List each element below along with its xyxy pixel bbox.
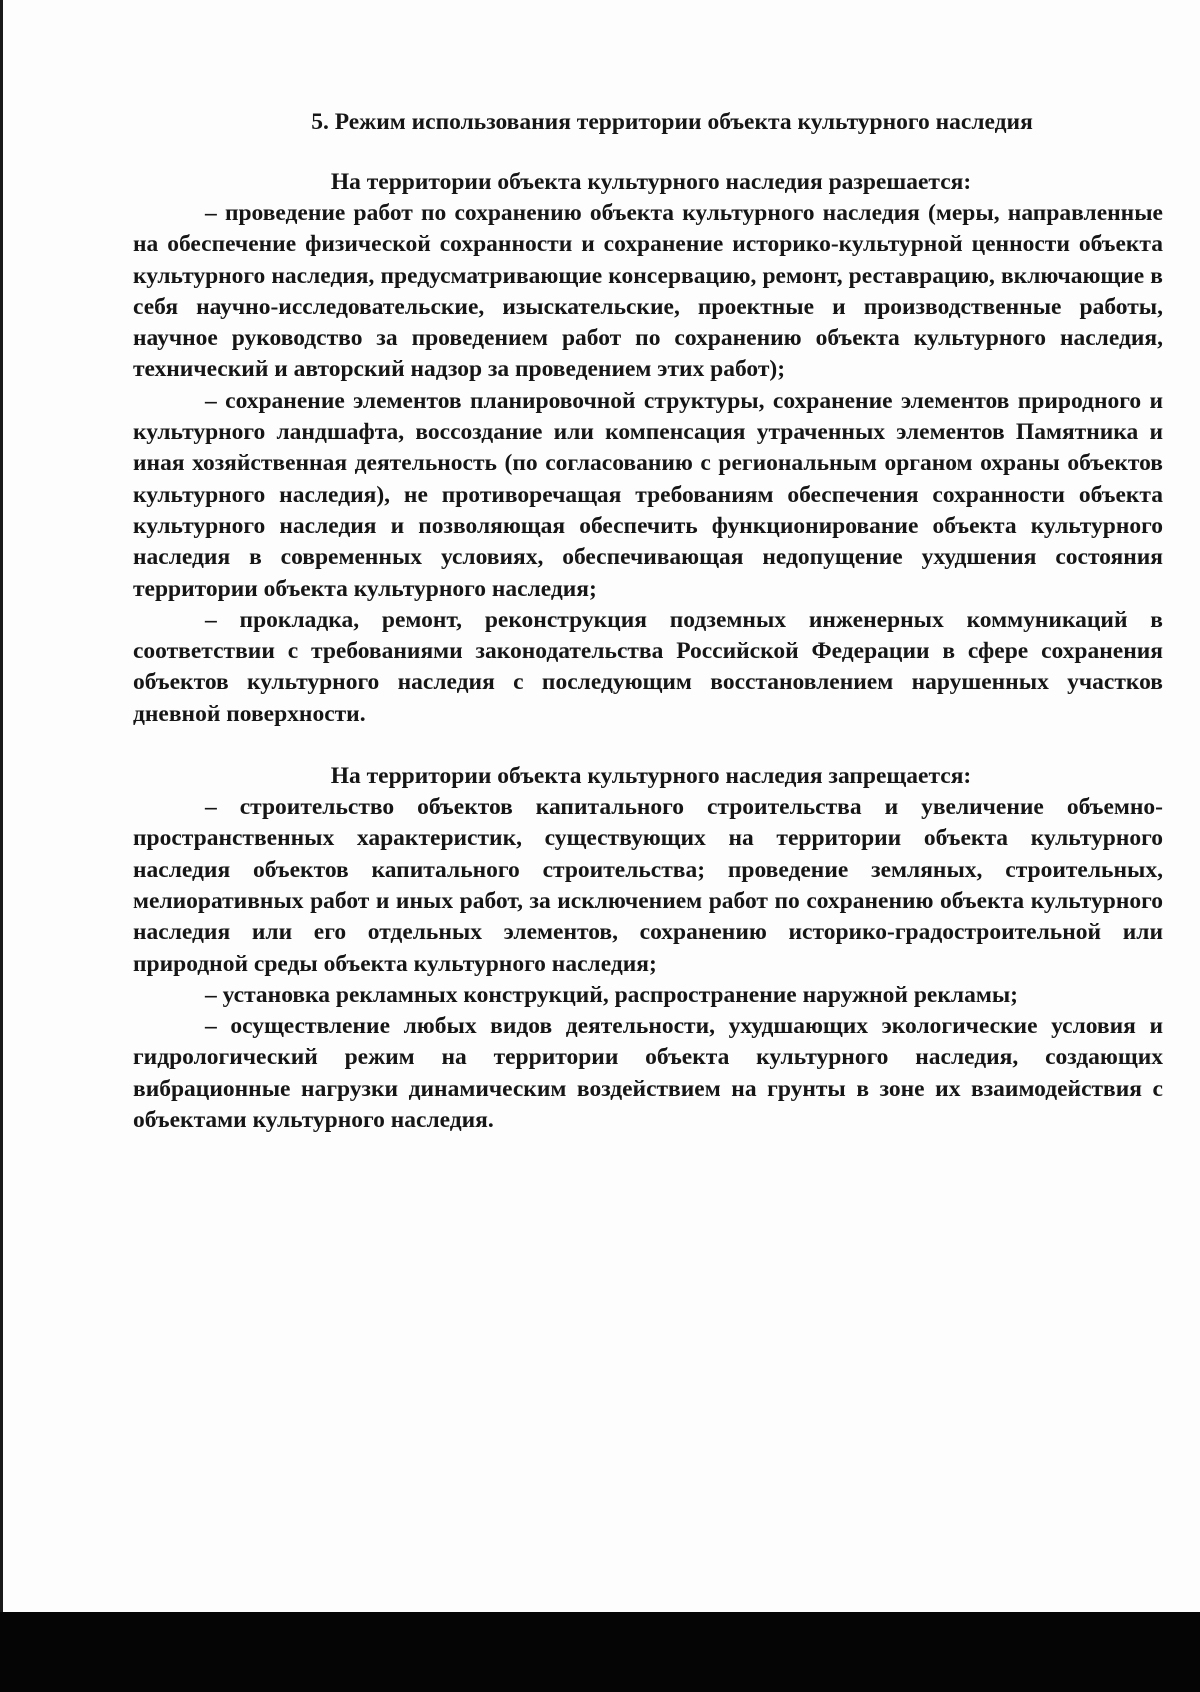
permitted-item-2: – сохранение элементов планировочной структуры, сохранение элементов природного и культурного ландшафта, воссоздание или компенсация утраченных элементов Памятника и иная хозяйственная деятельность (по согласованию с региональным органом охраны объектов культурного наследия), не противоречащая требованиям обеспечения сохранности объекта культурного наследия и позволяющая обеспечить функционирование объекта культурного наследия в современных условиях, обеспечивающая недопущение ухудшения состояния территории объекта культурного наследия; — [133, 387, 1163, 602]
section-heading-permitted: На территории объекта культурного наследия разрешается: — [330, 169, 972, 195]
section-prohibited — [133, 760, 1163, 1136]
scan-left-edge — [0, 0, 3, 1612]
permitted-item-1: – проведение работ по сохранению объекта культурного наследия (меры, направленные на обеспечение физической сохранности и сохранение историко-культурной ценности объекта культурного наследия, предусматривающие консервацию, ремонт, реставрацию, включающие в себя научно-исследовательские, изыскательские, проектные и производственные работы, научное руководство за проведением работ по сохранению объекта культурного наследия, технический и авторский надзор за проведением этих работ); — [133, 200, 1163, 383]
prohibited-item-1: – строительство объектов капитального строительства и увеличение объемно-пространственных характеристик, существующих на территории объекта культурного наследия объектов капитального строительства; проведение земляных, строительных, мелиоративных работ и иных работ, за исключением работ по сохранению объекта культурного наследия или его отдельных элементов, сохранению историко-градостроительной или природной среды объекта культурного наследия; — [133, 794, 1163, 977]
section-heading-prohibited: На территории объекта культурного наследия запрещается: — [330, 763, 972, 790]
prohibited-item-2: – установка рекламных конструкций, распространение наружной рекламы; — [205, 981, 1018, 1008]
permitted-item-3: – прокладка, ремонт, реконструкция подземных инженерных коммуникаций в соответствии с требованиями законодательства Российской Федерации в сфере сохранения объектов культурного наследия с последующим восстановлением нарушенных участков дневной поверхности. — [133, 606, 1163, 727]
document-title: 5. Режим использования территории объекта культурного наследия — [311, 109, 1033, 135]
section-permitted — [133, 166, 1163, 730]
prohibited-item-3: – осуществление любых видов деятельности, ухудшающих экологические условия и гидрологический режим на территории объекта культурного наследия, создающих вибрационные нагрузки динамическим воздействием на грунты в зоне их взаимодействия с объектами культурного наследия. — [133, 1013, 1163, 1134]
document-page — [133, 106, 1163, 1136]
scan-bottom-band — [0, 1612, 1200, 1692]
